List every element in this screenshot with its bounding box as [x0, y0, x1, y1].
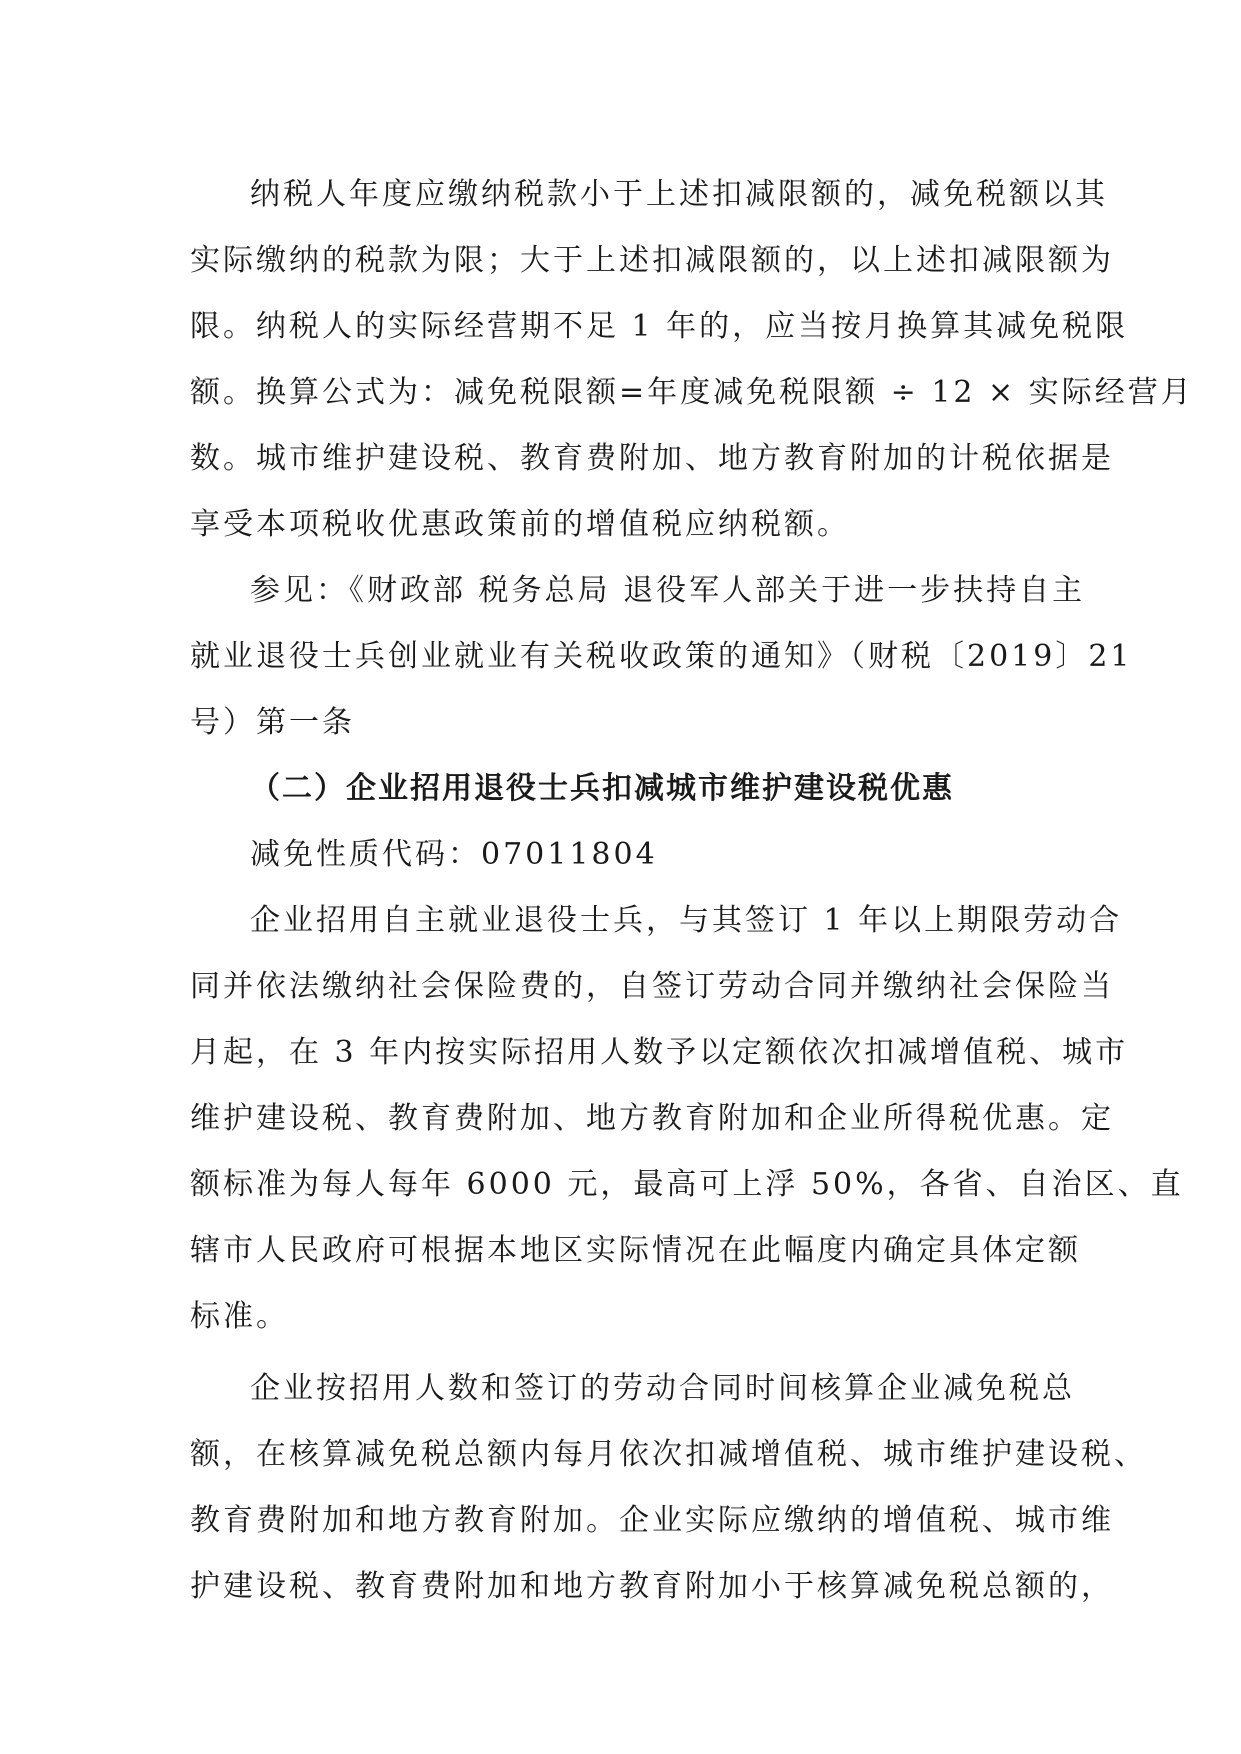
- paragraph-relief-code: [190, 822, 1070, 888]
- text-line: 数。城市维护建设税、教育费附加、地方教育附加的计税依据是: [190, 441, 1114, 476]
- text-line: 辖市人民政府可根据本地区实际情况在此幅度内确定具体定额: [190, 1233, 1081, 1268]
- text-line: 纳税人年度应缴纳税款小于上述扣减限额的，减免税额以其: [250, 177, 1108, 212]
- text-line: 就业退役士兵创业就业有关税收政策的通知》（财税〔2019〕21: [190, 639, 1133, 674]
- paragraph-reference: [190, 558, 1133, 756]
- heading-text: （二）企业招用退役士兵扣减城市维护建设税优惠: [250, 771, 954, 806]
- text-line: 企业招用自主就业退役士兵，与其签订 1 年以上期限劳动合: [250, 903, 1123, 938]
- text-line: 额。换算公式为：减免税限额=年度减免税限额 ÷ 12 × 实际经营月: [190, 375, 1194, 410]
- text-line: 号）第一条: [190, 705, 355, 740]
- text-line: 享受本项税收优惠政策前的增值税应纳税额。: [190, 507, 850, 542]
- text-line: 同并依法缴纳社会保险费的，自签订劳动合同并缴纳社会保险当: [190, 969, 1114, 1004]
- text-line: 额，在核算减免税总额内每月依次扣减增值税、城市维护建设税、: [190, 1437, 1147, 1472]
- section-heading: [190, 756, 1070, 822]
- text-line: 实际缴纳的税款为限；大于上述扣减限额的，以上述扣减限额为: [190, 243, 1114, 278]
- relief-code-line: 减免性质代码：07011804: [250, 837, 658, 872]
- text-line: 参见：《财政部 税务总局 退役军人部关于进一步扶持自主: [250, 573, 1086, 608]
- text-line: 护建设税、教育费附加和地方教育附加小于核算减免税总额的，: [190, 1569, 1114, 1604]
- text-line: 教育费附加和地方教育附加。企业实际应缴纳的增值税、城市维: [190, 1503, 1114, 1538]
- paragraph-total-relief: [190, 1356, 1147, 1620]
- document-body: [190, 162, 1194, 1620]
- text-line: 企业按招用人数和签订的劳动合同时间核算企业减免税总: [250, 1371, 1075, 1406]
- text-line: 限。纳税人的实际经营期不足 1 年的，应当按月换算其减免税限: [190, 309, 1129, 344]
- paragraph-hiring-policy: [190, 888, 1184, 1350]
- text-line: 维护建设税、教育费附加、地方教育附加和企业所得税优惠。定: [190, 1101, 1114, 1136]
- text-line: 月起，在 3 年内按实际招用人数予以定额依次扣减增值税、城市: [190, 1035, 1129, 1070]
- text-line: 标准。: [190, 1299, 289, 1334]
- paragraph-deduction-limit: [190, 162, 1194, 558]
- text-line: 额标准为每人每年 6000 元，最高可上浮 50%，各省、自治区、直: [190, 1167, 1184, 1202]
